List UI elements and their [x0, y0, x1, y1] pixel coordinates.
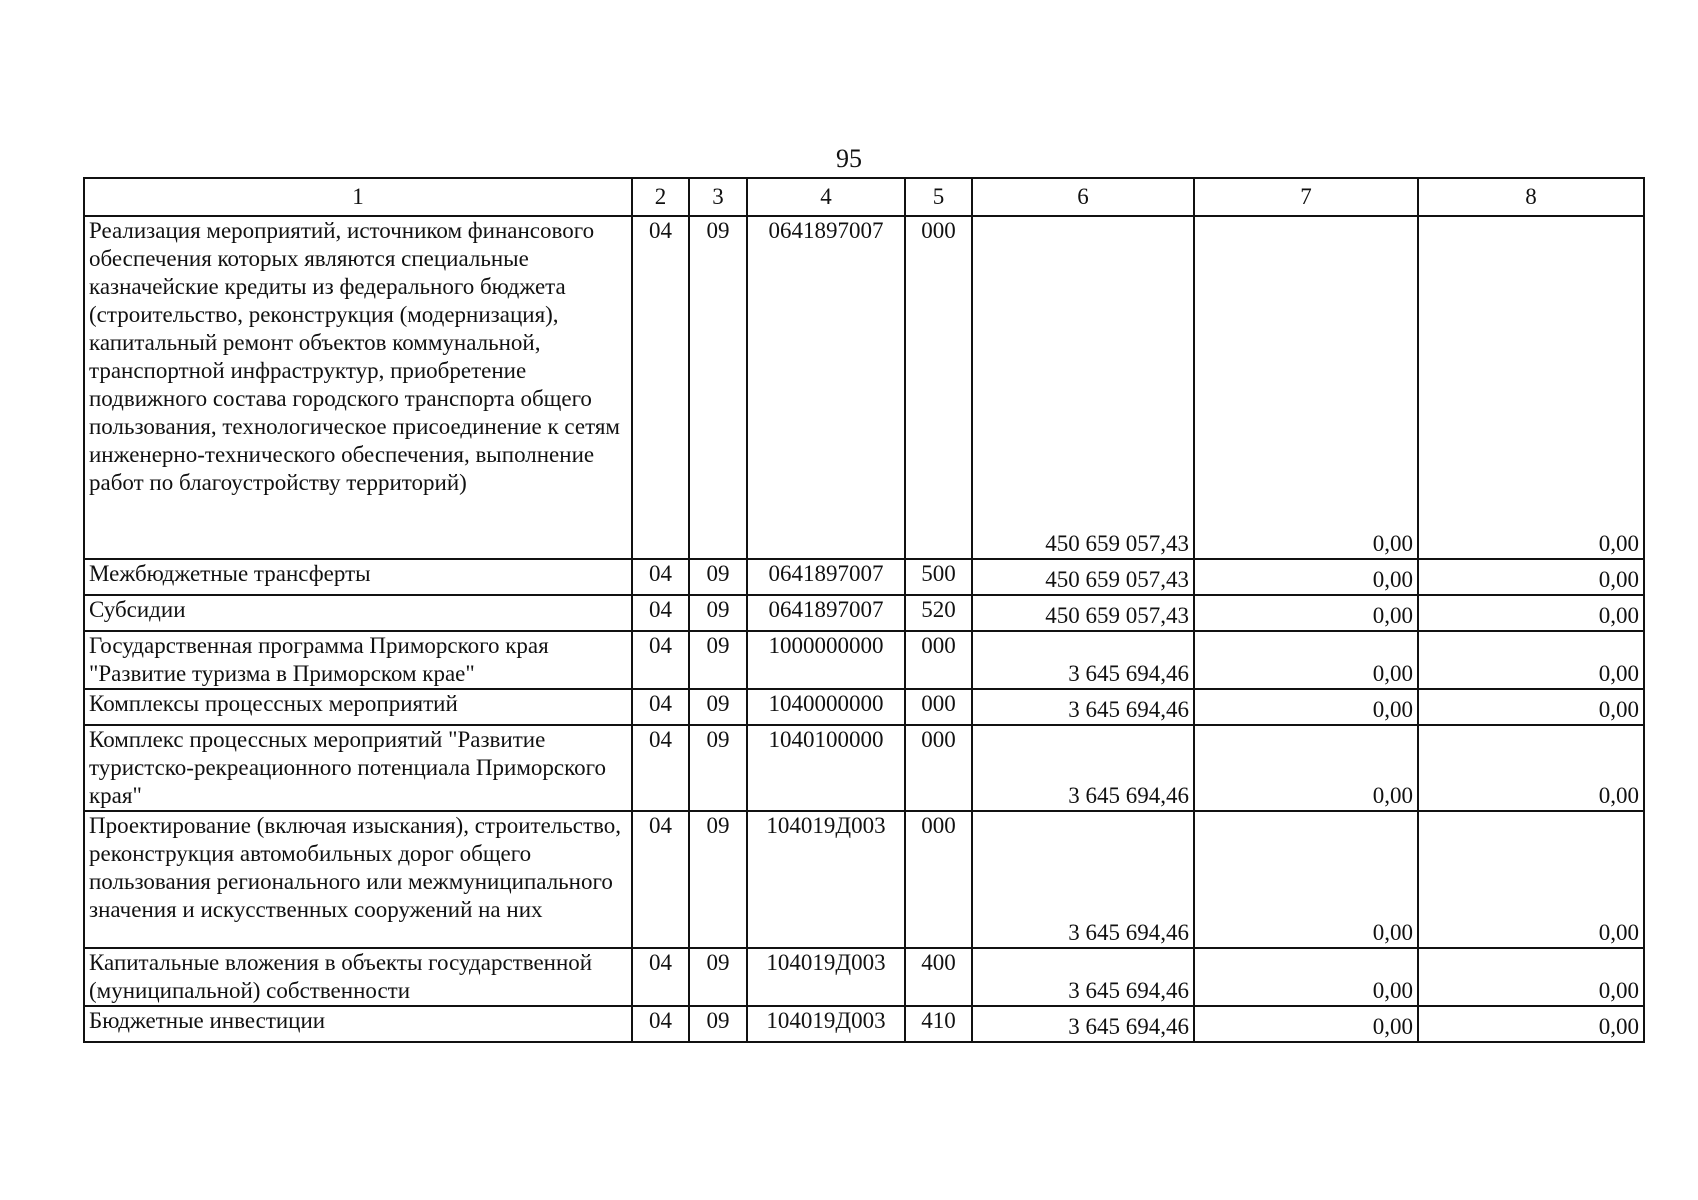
- row-code-cell: 104019Д003: [747, 1006, 905, 1042]
- row-code-cell: 09: [689, 689, 747, 725]
- row-code-cell: 1040100000: [747, 725, 905, 811]
- row-code-cell: 04: [632, 725, 689, 811]
- row-amount-cell: 3 645 694,46: [972, 689, 1194, 725]
- row-code-cell: 09: [689, 1006, 747, 1042]
- row-name-cell: Комплексы процессных мероприятий: [84, 689, 632, 725]
- page-number: 95: [836, 144, 862, 173]
- row-amount-cell: 0,00: [1194, 689, 1418, 725]
- table-row: [84, 1006, 1644, 1042]
- row-amount-cell: 0,00: [1418, 689, 1644, 725]
- row-code-cell: 000: [905, 811, 972, 948]
- row-code-cell: 04: [632, 559, 689, 595]
- table-row: [84, 725, 1644, 811]
- row-code-cell: 000: [905, 631, 972, 689]
- column-header: 8: [1418, 178, 1644, 216]
- row-code-cell: 09: [689, 725, 747, 811]
- row-name-cell: Межбюджетные трансферты: [84, 559, 632, 595]
- row-code-cell: 09: [689, 811, 747, 948]
- row-amount-cell: 0,00: [1418, 631, 1644, 689]
- row-code-cell: 09: [689, 948, 747, 1006]
- row-code-cell: 410: [905, 1006, 972, 1042]
- row-amount-cell: 3 645 694,46: [972, 725, 1194, 811]
- row-amount-cell: 3 645 694,46: [972, 811, 1194, 948]
- row-code-cell: 09: [689, 216, 747, 559]
- table-row: [84, 559, 1644, 595]
- row-code-cell: 04: [632, 595, 689, 631]
- row-name-cell: Государственная программа Приморского края "Развитие туризма в Приморском крае": [84, 631, 632, 689]
- row-name-cell: Бюджетные инвестиции: [84, 1006, 632, 1042]
- row-code-cell: 09: [689, 631, 747, 689]
- row-amount-cell: 0,00: [1418, 1006, 1644, 1042]
- row-amount-cell: 450 659 057,43: [972, 216, 1194, 559]
- table-row: [84, 811, 1644, 948]
- row-code-cell: 000: [905, 689, 972, 725]
- budget-table: [83, 177, 1645, 1043]
- column-header: 1: [84, 178, 632, 216]
- row-code-cell: 0641897007: [747, 595, 905, 631]
- table-row: [84, 216, 1644, 559]
- column-header: 7: [1194, 178, 1418, 216]
- row-amount-cell: 0,00: [1418, 948, 1644, 1006]
- row-amount-cell: 0,00: [1418, 725, 1644, 811]
- row-amount-cell: 0,00: [1194, 631, 1418, 689]
- row-code-cell: 04: [632, 631, 689, 689]
- table-row: [84, 631, 1644, 689]
- row-amount-cell: 0,00: [1194, 725, 1418, 811]
- column-header: 5: [905, 178, 972, 216]
- row-amount-cell: 0,00: [1418, 559, 1644, 595]
- row-amount-cell: 0,00: [1418, 216, 1644, 559]
- row-name-cell: Проектирование (включая изыскания), строительство, реконструкция автомобильных дорог общего пользования регионального или межмуниципального значения и искусственных сооружений на них: [84, 811, 632, 948]
- row-name-cell: Субсидии: [84, 595, 632, 631]
- table-header-row: [84, 178, 1644, 216]
- row-code-cell: 04: [632, 948, 689, 1006]
- row-amount-cell: 0,00: [1418, 811, 1644, 948]
- row-amount-cell: 0,00: [1194, 595, 1418, 631]
- row-amount-cell: 0,00: [1194, 1006, 1418, 1042]
- row-code-cell: 04: [632, 1006, 689, 1042]
- row-amount-cell: 0,00: [1194, 216, 1418, 559]
- row-code-cell: 104019Д003: [747, 948, 905, 1006]
- row-code-cell: 000: [905, 725, 972, 811]
- row-name-cell: Капитальные вложения в объекты государственной (муниципальной) собственности: [84, 948, 632, 1006]
- column-header: 6: [972, 178, 1194, 216]
- table-row: [84, 689, 1644, 725]
- row-code-cell: 04: [632, 216, 689, 559]
- row-code-cell: 0641897007: [747, 216, 905, 559]
- row-amount-cell: 0,00: [1194, 948, 1418, 1006]
- row-name-cell: Реализация мероприятий, источником финансового обеспечения которых являются специальные казначейские кредиты из федерального бюджета (строительство, реконструкция (модернизация), капитальный ремонт объектов коммунальной, транспортной инфраструктур, приобретение подвижного состава городского транспорта общего пользования, технологическое присоединение к сетям инженерно-технического обеспечения, выполнение работ по благоустройству территорий): [84, 216, 632, 559]
- row-amount-cell: 450 659 057,43: [972, 595, 1194, 631]
- row-code-cell: 1000000000: [747, 631, 905, 689]
- row-code-cell: 04: [632, 689, 689, 725]
- row-code-cell: 0641897007: [747, 559, 905, 595]
- table-row: [84, 595, 1644, 631]
- row-code-cell: 104019Д003: [747, 811, 905, 948]
- column-header: 4: [747, 178, 905, 216]
- column-header: 2: [632, 178, 689, 216]
- row-amount-cell: 450 659 057,43: [972, 559, 1194, 595]
- row-amount-cell: 0,00: [1194, 559, 1418, 595]
- row-code-cell: 520: [905, 595, 972, 631]
- column-header: 3: [689, 178, 747, 216]
- row-code-cell: 500: [905, 559, 972, 595]
- row-code-cell: 09: [689, 559, 747, 595]
- row-amount-cell: 3 645 694,46: [972, 948, 1194, 1006]
- row-amount-cell: 3 645 694,46: [972, 1006, 1194, 1042]
- row-code-cell: 09: [689, 595, 747, 631]
- table-row: [84, 948, 1644, 1006]
- row-code-cell: 04: [632, 811, 689, 948]
- row-amount-cell: 3 645 694,46: [972, 631, 1194, 689]
- row-name-cell: Комплекс процессных мероприятий "Развитие туристско-рекреационного потенциала Приморского края": [84, 725, 632, 811]
- row-code-cell: 400: [905, 948, 972, 1006]
- row-code-cell: 000: [905, 216, 972, 559]
- row-amount-cell: 0,00: [1194, 811, 1418, 948]
- row-code-cell: 1040000000: [747, 689, 905, 725]
- row-amount-cell: 0,00: [1418, 595, 1644, 631]
